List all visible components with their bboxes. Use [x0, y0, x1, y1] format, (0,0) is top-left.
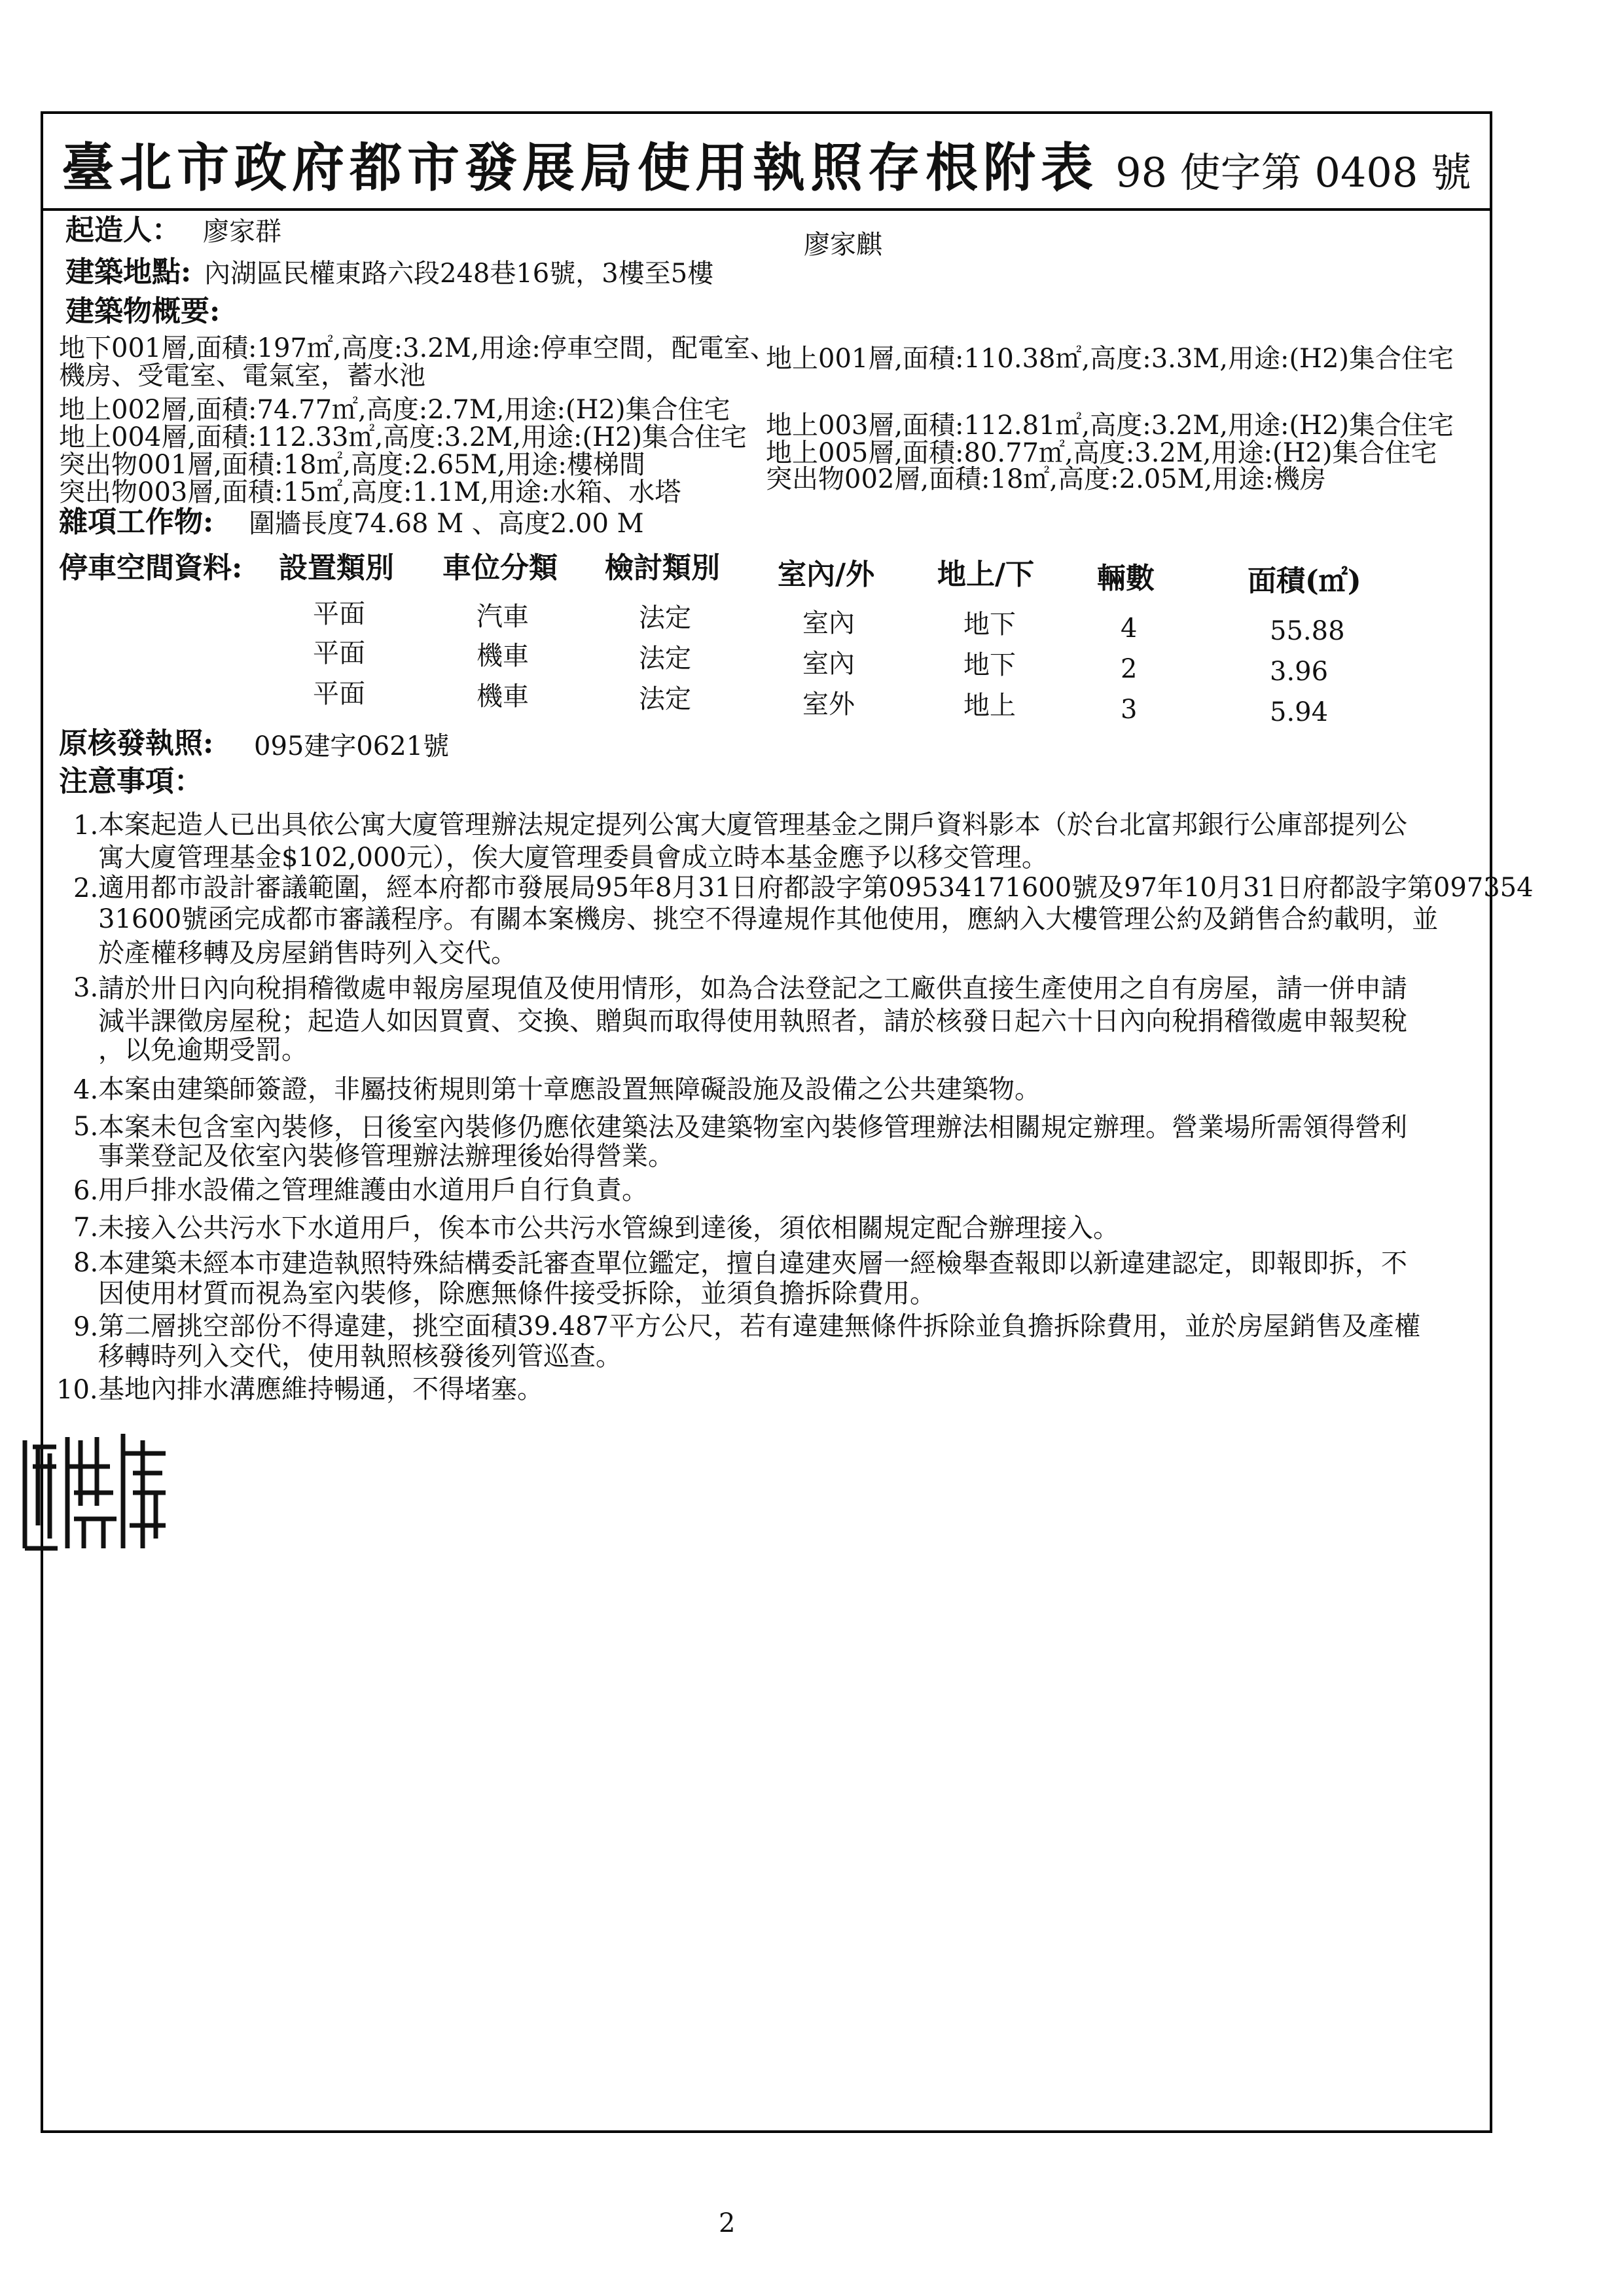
note-number: 8. — [73, 1248, 99, 1278]
floor-3: 地上003層,面積:112.81㎡,高度:3.2M,用途:(H2)集合住宅 — [766, 410, 1454, 441]
site-value: 內湖區民權東路六段248巷16號，3樓至5樓 — [204, 259, 714, 289]
parking-header-indoor: 室內/外 — [778, 558, 875, 591]
basement-1-line1: 地下001層,面積:197㎡,高度:3.2M,用途:停車空間，配電室、 — [59, 333, 776, 363]
page-number: 2 — [719, 2208, 736, 2238]
parking-header-review: 檢討類別 — [605, 551, 720, 585]
note-line: 用戶排水設備之管理維護由水道用戶自行負責。 — [98, 1175, 648, 1205]
seal-graphic — [18, 1427, 170, 1553]
parking-label: 停車空間資料: — [59, 551, 243, 585]
cell-area: 5.94 — [1270, 697, 1329, 727]
note-line: 請於卅日內向稅捐稽徵處申報房屋現值及使用情形，如為合法登記之工廠供直接生產使用之自有房屋，請一併申請 — [98, 974, 1407, 1004]
cell-class: 機車 — [476, 641, 529, 671]
parking-header-class: 車位分類 — [442, 551, 558, 585]
note-line: 寓大廈管理基金$102,000元），俟大廈管理委員會成立時本基金應予以移交管理。 — [98, 843, 1048, 873]
projection-1: 突出物001層,面積:18㎡,高度:2.65M,用途:樓梯間 — [59, 450, 645, 480]
cell-class: 機車 — [476, 682, 529, 712]
applicant-label: 起造人： — [65, 213, 181, 247]
document-title: 臺北市政府都市發展局使用執照存根附表 — [62, 137, 1098, 198]
floor-4: 地上004層,面積:112.33㎡,高度:3.2M,用途:(H2)集合住宅 — [59, 422, 747, 452]
applicant-name-2: 廖家麒 — [804, 230, 882, 260]
note-number: 6. — [73, 1176, 99, 1206]
cell-level: 地下 — [963, 610, 1016, 640]
basement-1-line2: 機房、受電室、電氣室，蓄水池 — [59, 361, 425, 391]
note-number: 4. — [73, 1075, 99, 1105]
note-line: 第二層挑空部份不得違建，挑空面積39.487平方公尺，若有違建無條件拆除並負擔拆除費用，並於房屋銷售及產權 — [98, 1311, 1420, 1341]
cell-indoor: 室內 — [802, 649, 855, 679]
cell-area: 55.88 — [1270, 616, 1345, 646]
floor-1: 地上001層,面積:110.38㎡,高度:3.3M,用途:(H2)集合住宅 — [766, 344, 1454, 374]
title-row — [43, 114, 1490, 211]
cell-count: 4 — [1121, 613, 1138, 644]
original-permit-label: 原核發執照: — [59, 727, 214, 760]
note-number: 3. — [73, 973, 99, 1003]
parking-header-level: 地上/下 — [937, 558, 1035, 591]
cell-review: 法定 — [639, 603, 691, 633]
note-number: 1. — [73, 811, 99, 841]
floor-2: 地上002層,面積:74.77㎡,高度:2.7M,用途:(H2)集合住宅 — [59, 395, 730, 425]
note-number: 9. — [73, 1312, 99, 1342]
note-line: 本案未包含室內裝修，日後室內裝修仍應依建築法及建築物室內裝修管理辦法相關規定辦理。營業場所需領得營利 — [98, 1112, 1407, 1142]
note-line: 基地內排水溝應維持暢通，不得堵塞。 — [98, 1374, 543, 1404]
note-number: 7. — [73, 1212, 99, 1243]
note-number: 10. — [56, 1375, 98, 1405]
cell-type: 平面 — [313, 679, 365, 709]
note-line: 因使用材質而視為室內裝修，除應無條件接受拆除，並須負擔拆除費用。 — [98, 1279, 936, 1309]
note-line: 本案起造人已出具依公寓大廈管理辦法規定提列公寓大廈管理基金之開戶資料影本（於台北富邦銀行公庫部提列公 — [98, 810, 1407, 840]
cell-area: 3.96 — [1270, 657, 1329, 687]
floor-5: 地上005層,面積:80.77㎡,高度:3.2M,用途:(H2)集合住宅 — [766, 438, 1437, 468]
cell-review: 法定 — [639, 644, 691, 674]
cell-indoor: 室外 — [802, 689, 855, 720]
projection-2: 突出物002層,面積:18㎡,高度:2.05M,用途:機房 — [766, 464, 1326, 494]
note-line: ，以免逾期受罰。 — [98, 1035, 308, 1065]
misc-value: 圍牆長度74.68 M 、高度2.00 M — [249, 509, 644, 539]
note-number: 2. — [73, 873, 99, 903]
note-line: 本案由建築師簽證，非屬技術規則第十章應設置無障礙設施及設備之公共建築物。 — [98, 1074, 1041, 1104]
note-line: 移轉時列入交代，使用執照核發後列管巡查。 — [98, 1341, 622, 1372]
cell-level: 地下 — [963, 650, 1016, 680]
parking-header-area: 面積(㎡) — [1248, 564, 1361, 598]
cell-level: 地上 — [963, 691, 1016, 721]
projection-3: 突出物003層,面積:15㎡,高度:1.1M,用途:水箱、水塔 — [59, 477, 681, 507]
official-seal — [18, 1427, 170, 1553]
overview-label: 建築物概要: — [65, 295, 221, 328]
cell-review: 法定 — [639, 684, 691, 714]
cell-type: 平面 — [313, 638, 365, 668]
cell-count: 3 — [1121, 695, 1138, 725]
permit-number: 98 使字第 0408 號 — [1115, 149, 1471, 196]
parking-header-type: 設置類別 — [279, 551, 394, 585]
note-line: 適用都市設計審議範圍，經本府都市發展局95年8月31日府都設字第09534171600號及97年10月31日府都設字第097354 — [98, 873, 1534, 903]
cell-class: 汽車 — [476, 602, 529, 632]
misc-label: 雜項工作物: — [59, 505, 214, 539]
applicant-name-1: 廖家群 — [203, 217, 281, 247]
cell-count: 2 — [1121, 654, 1138, 684]
notes-label: 注意事項： — [59, 765, 203, 798]
site-label: 建築地點: — [65, 255, 192, 289]
note-line: 減半課徵房屋稅；起造人如因買賣、交換、贈與而取得使用執照者，請於核發日起六十日內向稅捐稽徵處申報契稅 — [98, 1006, 1407, 1036]
original-permit-value: 095建字0621號 — [254, 731, 450, 761]
note-line: 於產權移轉及房屋銷售時列入交代。 — [98, 938, 517, 968]
note-number: 5. — [73, 1112, 99, 1142]
note-line: 事業登記及依室內裝修管理辦法辦理後始得營業。 — [98, 1141, 674, 1171]
cell-indoor: 室內 — [802, 608, 855, 638]
note-line: 本建築未經本市建造執照特殊結構委託審查單位鑑定，擅自違建夾層一經檢舉查報即以新違建認定，即報即拆，不 — [98, 1248, 1407, 1279]
cell-type: 平面 — [313, 599, 365, 629]
parking-header-count: 輛數 — [1097, 562, 1155, 595]
note-line: 31600號函完成都市審議程序。有關本案機房、挑空不得違規作其他使用，應納入大樓管理公約及銷售合約載明，並 — [98, 904, 1439, 934]
note-line: 未接入公共污水下水道用戶，俟本市公共污水管線到達後，須依相關規定配合辦理接入。 — [98, 1213, 1119, 1243]
